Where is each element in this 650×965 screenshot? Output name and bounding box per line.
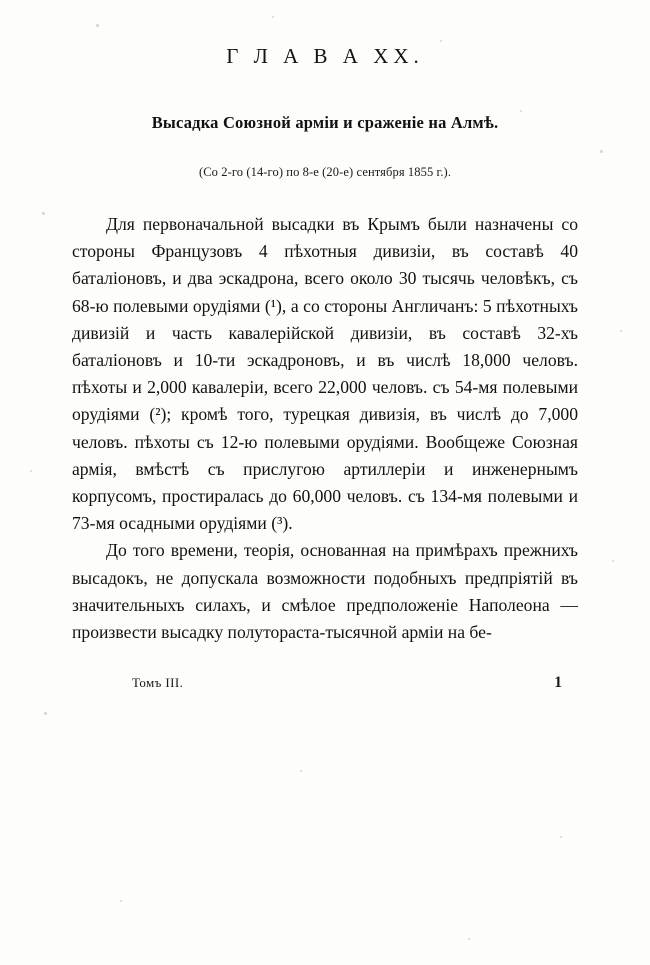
- paper-speck: [42, 212, 45, 215]
- body-text: [72, 211, 578, 646]
- paragraph: Для первоначальной высадки въ Крымъ были назначены со стороны Французовъ 4 пѣхотныя дивизiи, въ составѣ 40 баталiоновъ, и два эскадрона, всего около 30 тысячь человѣкъ, съ 68-ю полевыми орудiями (¹), а со стороны Англичанъ: 5 пѣхотныхъ дивизiй и часть кавалерiйской дивизiи, въ составѣ 32-хъ баталiоновъ и 10-ти эскадроновъ, и въ числѣ 18,000 человъ. пѣхоты и 2,000 кавалерiи, всего 22,000 человъ. съ 54-мя полевыми орудiями (²); кромѣ того, турецкая дивизiя, въ числѣ до 7,000 человъ. пѣхоты съ 12-ю полевыми орудiями. Вообщеже Союзная армiя, вмѣстѣ съ прислугою артиллерiи и инженернымъ корпусомъ, простиралась до 60,000 человъ. съ 134-мя полевыми и 73-мя осадными орудiями (³).: [72, 214, 578, 534]
- page-number: 1: [554, 674, 562, 691]
- chapter-heading: Г Л А В А XX.: [226, 44, 424, 68]
- paper-speck: [612, 560, 614, 562]
- paper-speck: [120, 900, 122, 902]
- paper-speck: [44, 712, 47, 715]
- volume-label: Томъ III.: [132, 675, 184, 690]
- paragraph: До того времени, теорiя, основанная на примѣрахъ прежнихъ высадокъ, не допускала возможности подобныхъ предпрiятiй въ значительныхъ силахъ, и смѣлое предположенiе Наполеона — произвести высадку полутораста-тысячной армiи на бе-: [72, 540, 578, 643]
- paper-speck: [272, 16, 274, 18]
- paper-speck: [600, 150, 603, 153]
- paper-speck: [30, 470, 32, 472]
- date-range-line: (Со 2-го (14-го) по 8-е (20-е) сентября 1855 г.).: [198, 165, 452, 179]
- paper-speck: [560, 836, 562, 838]
- paper-speck: [96, 24, 99, 27]
- chapter-subtitle: Высадка Союзной армiи и сраженiе на Алмѣ.: [151, 113, 499, 132]
- paper-speck: [468, 938, 470, 940]
- page-footer: [72, 674, 578, 692]
- paper-speck: [300, 770, 302, 772]
- paper-speck: [620, 330, 622, 332]
- page-text-block: [72, 34, 578, 646]
